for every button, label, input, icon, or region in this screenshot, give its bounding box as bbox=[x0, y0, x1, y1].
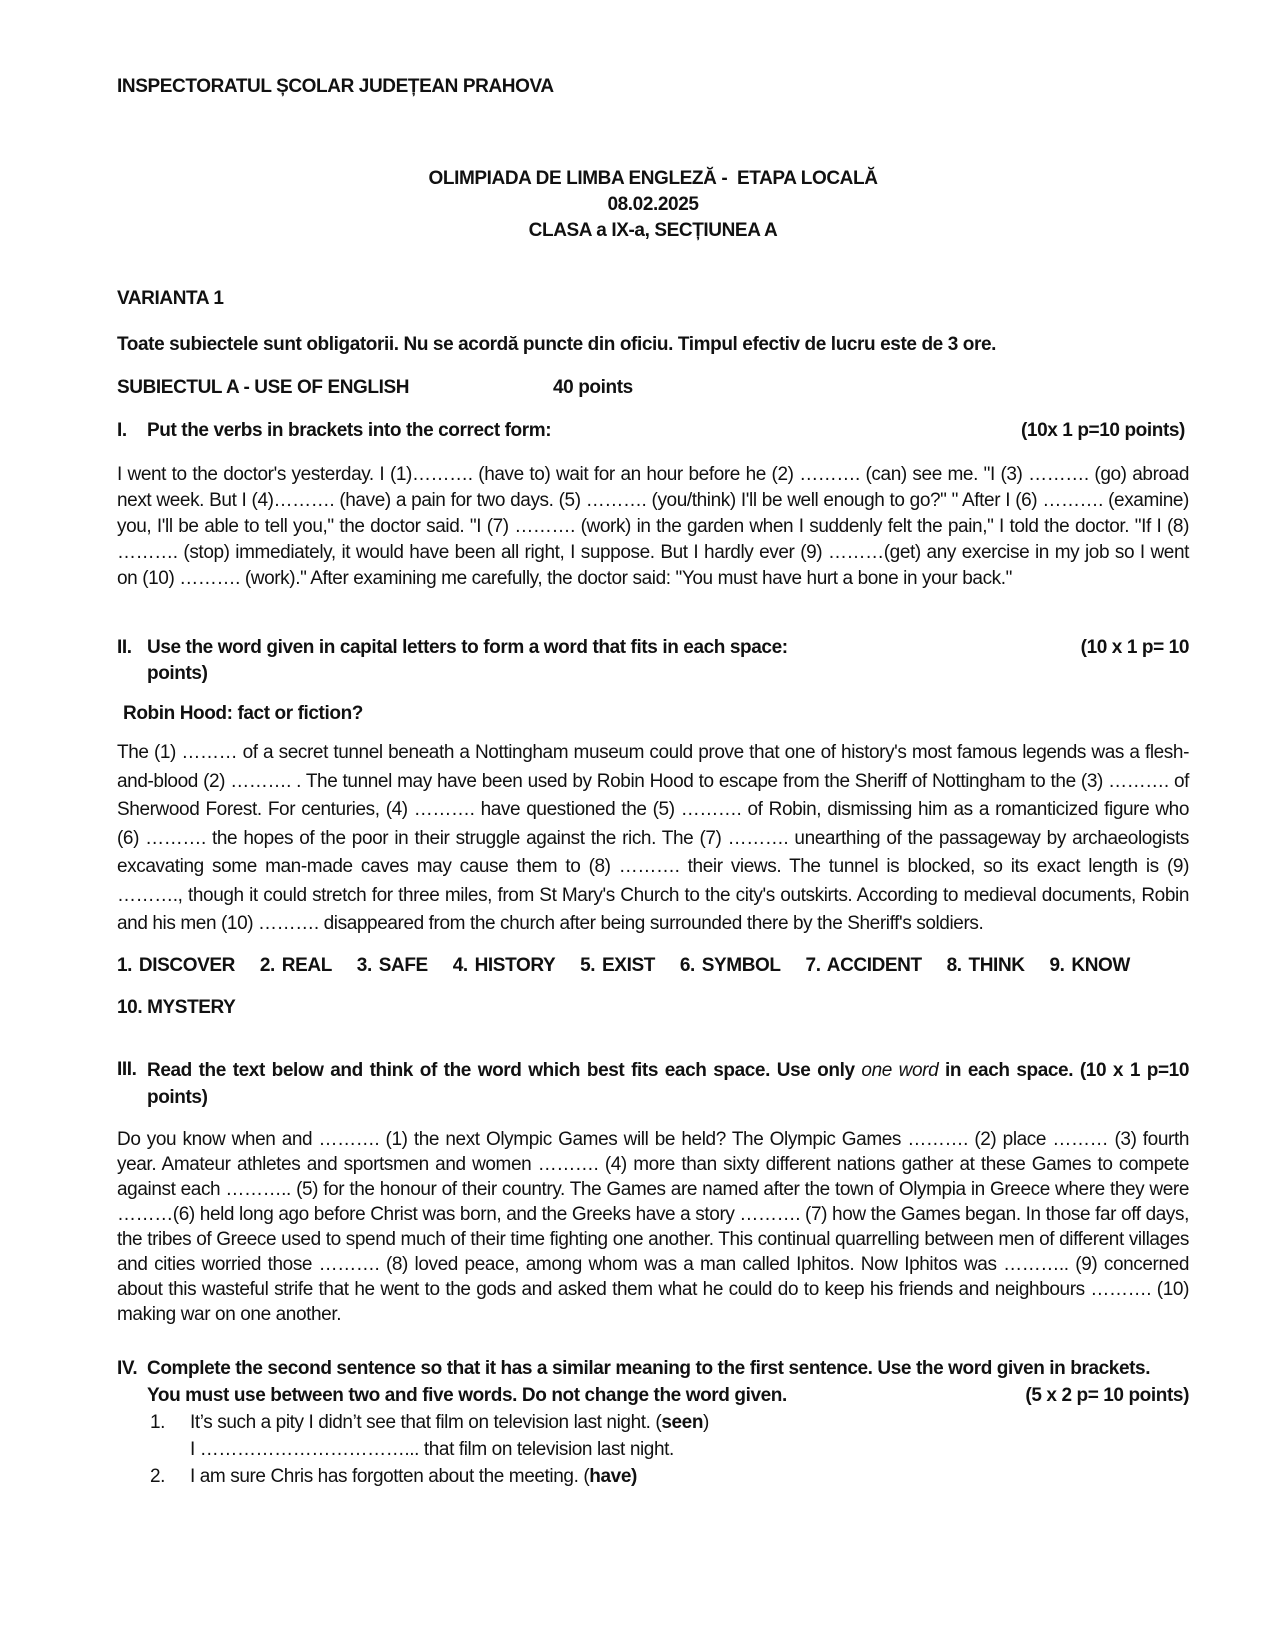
subject-label: SUBIECTUL A - USE OF ENGLISH bbox=[117, 377, 410, 398]
item-keyword: seen bbox=[661, 1412, 704, 1433]
subject-heading bbox=[117, 375, 633, 401]
word-bank-item: 9. KNOW bbox=[1049, 954, 1130, 976]
word-bank bbox=[117, 953, 1189, 979]
institution-header: INSPECTORATUL ȘCOLAR JUDEȚEAN PRAHOVA bbox=[117, 76, 554, 97]
word-bank-item: 5. EXIST bbox=[580, 954, 655, 976]
section-3-text: Do you know when and ………. (1) the next Olympic Games will be held? The Olympic Games ………. (2) place ……… (3) fourth year. Amateur athletes and sportsmen and women ………. (4) more than sixty different nations gather at these Games to compete against each ……….. (5) for the honour of their country. The Games are named after the town of Olympia in Greece where they were ………(6) held long ago before Christ was born, and the Greeks have a story ………. (7) how the Games began. In those far off days, the tribes of Greece used to spend much of their time fighting one another. This continual quarrelling between men of different villages and cities worried those ………. (8) loved peace, among whom was a man called Iphitos. Now Iphitos was ……….. (9) concerned about this wasteful strife that he went to the gods and asked them what he could do to keep his friends and neighbours ………. (10) making war on one another. bbox=[117, 1129, 1189, 1325]
transformation-list bbox=[117, 1409, 1189, 1490]
exam-title: OLIMPIADA DE LIMBA ENGLEZĂ - ETAPA LOCALĂ bbox=[428, 168, 878, 189]
exam-date: 08.02.2025 bbox=[607, 194, 699, 215]
section-3-instruction: Read the text below and think of the word which best fits each space. Use only one word in each space. (10 x 1 p=10 points) bbox=[147, 1060, 1189, 1108]
word-bank-item: 1. DISCOVER bbox=[117, 954, 235, 976]
general-instructions: Toate subiectele sunt obligatorii. Nu se acordă puncte din oficiu. Timpul efectiv de lucru este de 3 ore. bbox=[117, 334, 996, 355]
word-bank-item: 3. SAFE bbox=[356, 954, 428, 976]
section-2-instruction: Use the word given in capital letters to form a word that fits in each space: (10 x 1 p= 10 bbox=[117, 635, 1189, 661]
section-2-points: (10 x 1 p= 10 bbox=[1080, 637, 1189, 658]
section-4-points: (5 x 2 p= 10 points) bbox=[1025, 1385, 1189, 1406]
section-3-number: III. bbox=[117, 1059, 137, 1080]
section-2-subtitle: Robin Hood: fact or fiction? bbox=[123, 703, 363, 724]
section-1-heading bbox=[117, 418, 1189, 444]
list-item: 1. It’s such a pity I didn’t see that film on television last night. (seen) I ……………………………... that film on television last night. bbox=[117, 1409, 1189, 1463]
list-item: 2. I am sure Chris has forgotten about the meeting. (have) bbox=[117, 1463, 1189, 1490]
section-4-instruction-2: You must use between two and five words. Do not change the word given. (5 x 2 p= 10 points) bbox=[117, 1382, 1189, 1409]
subject-points: 40 points bbox=[553, 377, 633, 398]
section-1-number: I. bbox=[117, 420, 127, 441]
section-4 bbox=[117, 1355, 1189, 1490]
section-2-heading bbox=[117, 635, 1189, 687]
section-4-instruction-1: Complete the second sentence so that it has a similar meaning to the first sentence. Use the word given in brackets. bbox=[147, 1358, 1151, 1379]
section-2-number: II. bbox=[117, 637, 132, 658]
section-2-points-cont: points) bbox=[147, 663, 208, 684]
section-2 bbox=[117, 635, 1189, 1021]
section-1 bbox=[117, 418, 1189, 592]
item-answer-line: I ……………………………... that film on television last night. bbox=[190, 1439, 674, 1460]
section-4-number: IV. bbox=[117, 1358, 138, 1379]
word-bank-item: 8. THINK bbox=[946, 954, 1025, 976]
exam-title-block bbox=[117, 166, 1189, 244]
section-3 bbox=[117, 1057, 1189, 1327]
word-bank-item-10: 10. MYSTERY bbox=[117, 996, 236, 1018]
item-number: 2. bbox=[150, 1466, 166, 1487]
item-number: 1. bbox=[150, 1412, 166, 1433]
section-4-heading bbox=[117, 1355, 1189, 1409]
section-2-text: The (1) ……… of a secret tunnel beneath a Nottingham museum could prove that one of history's most famous legends was a flesh-and-blood (2) ………. . The tunnel may have been used by Robin Hood to escape from the Sheriff of Nottingham to the (3) ………. of Sherwood Forest. For centuries, (4) ………. have questioned the (5) ………. of Robin, dismissing him as a romanticized figure who (6) ………. the hopes of the poor in their struggle against the rich. The (7) ………. unearthing of the passageway by archaeologists excavating some man-made caves may cause them to (8) ………. their views. The tunnel is blocked, so its exact length is (9) ………., though it could stretch for three miles, from St Mary's Church to the city's outskirts. According to medieval documents, Robin and his men (10) ………. disappeared from the church after being surrounded there by the Sheriff's soldiers. bbox=[117, 742, 1189, 934]
section-1-points: (10x 1 p=10 points) bbox=[1021, 420, 1185, 441]
word-bank-item: 4. HISTORY bbox=[452, 954, 556, 976]
section-3-emphasis: one word bbox=[861, 1060, 939, 1081]
word-bank-item: 6. SYMBOL bbox=[679, 954, 781, 976]
word-bank-item: 2. REAL bbox=[259, 954, 332, 976]
section-3-heading bbox=[117, 1057, 1189, 1111]
section-1-instruction: Put the verbs in brackets into the correct form: bbox=[147, 420, 552, 441]
word-bank-item: 7. ACCIDENT bbox=[805, 954, 922, 976]
section-1-text: I went to the doctor's yesterday. I (1)………. (have to) wait for an hour before he (2) ………. (can) see me. "I (3) ………. (go) abroad next week. But I (4)………. (have) a pain for two days. (5) ………. (you/think) I'll be well enough to go?" " After I (6) ………. (examine) you, I'll be able to tell you," the doctor said. "I (7) ………. (work) in the garden when I suddenly felt the pain," I told the doctor. "If I (8) ………. (stop) immediately, it would have been all right, I suppose. But I hardly ever (9) ………(get) any exercise in my job so I went on (10) ………. (work)." After examining me carefully, the doctor said: "You must have hurt a bone in your back." bbox=[117, 464, 1189, 589]
item-keyword: have bbox=[589, 1466, 631, 1487]
exam-class: CLASA a IX-a, SECȚIUNEA A bbox=[528, 220, 778, 241]
variant-label: VARIANTA 1 bbox=[117, 288, 224, 309]
